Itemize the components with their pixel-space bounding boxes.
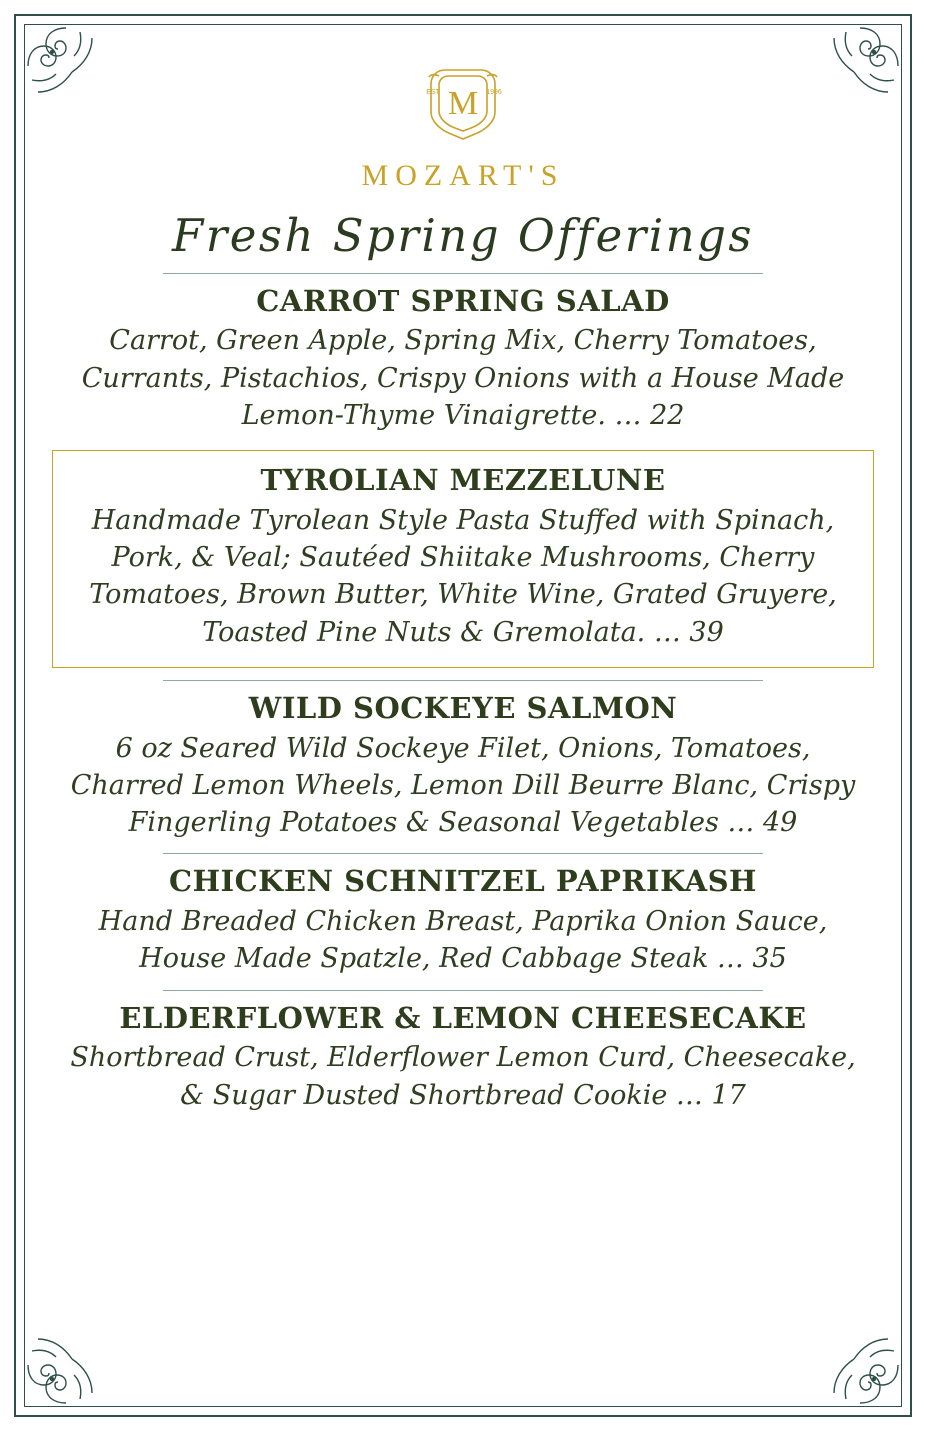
menu-item-elderflower-lemon-cheesecake	[52, 1001, 874, 1114]
menu-item-wild-sockeye-salmon	[52, 691, 874, 842]
divider	[163, 853, 763, 854]
brand-name: MOZART'S	[361, 159, 565, 192]
menu-item-name: WILD SOCKEYE SALMON	[248, 690, 678, 725]
divider	[163, 680, 763, 681]
divider	[163, 273, 763, 274]
menu-item-description: Hand Breaded Chicken Breast, Paprika Onion Sauce, House Made Spatzle, Red Cabbage Steak … 35	[98, 906, 828, 975]
menu-item-name: TYROLIAN MEZZELUNE	[260, 463, 666, 498]
crest-monogram-icon	[415, 54, 511, 150]
menu-item-name: CARROT SPRING SALAD	[256, 283, 670, 318]
crest-est-right: 1996	[486, 89, 502, 96]
divider	[163, 990, 763, 991]
menu-item-description: Shortbread Crust, Elderflower Lemon Curd, Cheesecake, & Sugar Dusted Shortbread Cookie … 17	[70, 1042, 856, 1111]
menu-item-description: 6 oz Seared Wild Sockeye Filet, Onions, Tomatoes, Charred Lemon Wheels, Lemon Dill Beurre Blanc, Crispy Fingerling Potatoes & Seasonal Vegetables … 49	[70, 732, 856, 839]
crest-letter: M	[447, 85, 479, 122]
menu-item-name: CHICKEN SCHNITZEL PAPRIKASH	[169, 864, 757, 899]
menu-item-carrot-spring-salad	[52, 284, 874, 435]
menu-item-tyrolian-mezzelune	[52, 450, 874, 668]
menu-item-chicken-schnitzel-paprikash	[52, 864, 874, 977]
menu-item-description: Handmade Tyrolean Style Pasta Stuffed with Spinach, Pork, & Veal; Sautéed Shiitake Mushrooms, Cherry Tomatoes, Brown Butter, White Wine, Grated Gruyere, Toasted Pine Nuts & Gremolata. … 39	[89, 504, 837, 648]
page-title: Fresh Spring Offerings	[172, 209, 754, 262]
menu-content	[52, 44, 874, 1387]
crest-est-left: EST	[426, 89, 440, 96]
brand-logo	[52, 54, 874, 193]
menu-item-description: Carrot, Green Apple, Spring Mix, Cherry Tomatoes, Currants, Pistachios, Crispy Onions with a House Made Lemon-Thyme Vinaigrette. … 22	[81, 325, 845, 431]
menu-item-name: ELDERFLOWER & LEMON CHEESECAKE	[119, 1000, 807, 1035]
